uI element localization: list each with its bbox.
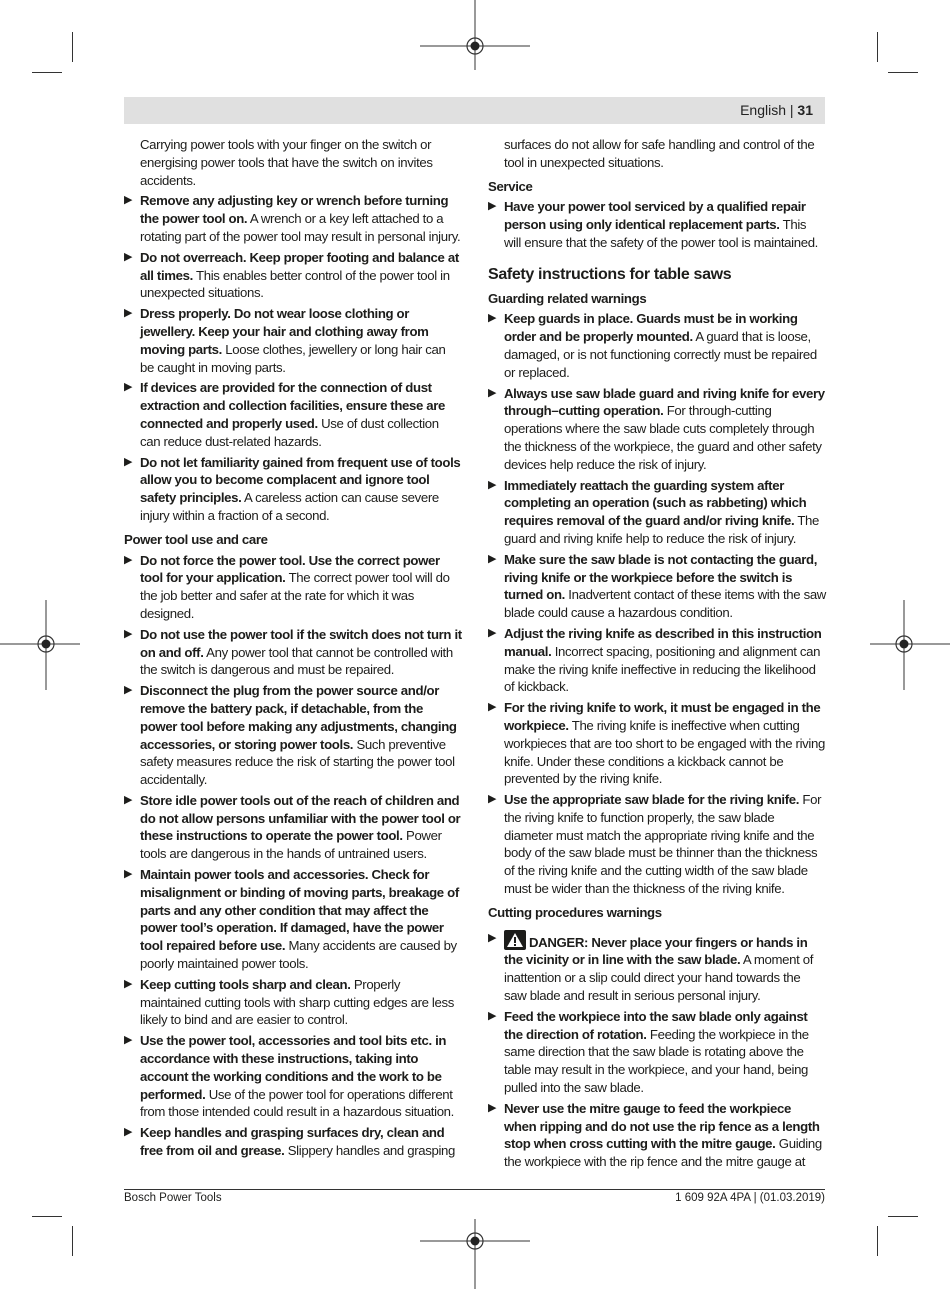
bullet-triangle-icon: ▶ <box>124 684 133 697</box>
warning-text: Loose clothes, jewellery or long hair can be caught in moving parts. <box>140 341 446 375</box>
warning-bold-text: Remove any adjusting key or wrench before turning the power tool on. <box>140 193 449 227</box>
warning-item <box>488 1100 826 1171</box>
warning-bold-text: Do not let familiarity gained from frequent use of tools allow you to become complacent and ignore tool safety principles. <box>140 454 461 506</box>
bullet-triangle-icon: ▶ <box>488 931 497 944</box>
crop-mark <box>888 72 918 73</box>
warning-bold-text: Do not use the power tool if the switch does not turn it on and off. <box>140 626 462 660</box>
warning-item <box>124 792 462 863</box>
warning-bold-text: Feed the workpiece into the saw blade only against the direction of rotation. <box>504 1008 808 1042</box>
crop-mark <box>72 32 73 62</box>
bullet-triangle-icon: ▶ <box>488 1101 497 1114</box>
warning-item <box>488 625 826 696</box>
bullet-triangle-icon: ▶ <box>124 1126 133 1139</box>
warning-list <box>488 310 826 898</box>
warning-list <box>488 198 826 251</box>
warning-text: Incorrect spacing, positioning and alignment can make the riving knife ineffective in reducing the likelihood of kickback. <box>504 643 821 695</box>
bullet-triangle-icon: ▶ <box>124 793 133 806</box>
bullet-triangle-icon: ▶ <box>488 386 497 399</box>
warning-text: For the riving knife to function properly, the saw blade diameter must match the appropriate riving knife and the body of the saw blade must be thinner than the thickness of the riving knife and the cutting width of the saw blade must be wider than the thickness of the riving knife. <box>504 792 822 897</box>
warning-text: Guiding the workpiece with the rip fence and the mitre gauge at <box>504 1136 822 1170</box>
page-header <box>124 97 825 124</box>
warning-item <box>124 866 462 973</box>
crop-mark <box>877 32 878 62</box>
warning-text: A guard that is loose, damaged, or is not functioning correctly must be repaired or replaced. <box>504 329 817 380</box>
bullet-triangle-icon: ▶ <box>124 250 133 263</box>
warning-bold-text: Do not overreach. Keep proper footing and balance at all times. <box>140 249 459 283</box>
warning-text: Such preventive safety measures reduce the risk of starting the power tool accidentally. <box>140 736 455 788</box>
bullet-triangle-icon: ▶ <box>488 552 497 565</box>
warning-text: Inadvertent contact of these items with the saw blade could cause a hazardous condition. <box>504 587 826 621</box>
warning-bold-text: Adjust the riving knife as described in this instruction manual. <box>504 625 822 659</box>
danger-warning-icon <box>504 930 526 950</box>
subheading-service: Service <box>488 178 533 194</box>
bullet-triangle-icon: ▶ <box>488 701 497 714</box>
warning-bold-text: Keep handles and grasping surfaces dry, clean and free from oil and grease. <box>140 1125 445 1159</box>
bullet-triangle-icon: ▶ <box>488 478 497 491</box>
warning-item <box>488 699 826 788</box>
warning-bold-text: Keep cutting tools sharp and clean. <box>140 976 351 992</box>
bullet-triangle-icon: ▶ <box>124 868 133 881</box>
warning-item <box>124 976 462 1029</box>
page-number: 31 <box>797 102 813 118</box>
warning-bold-text: If devices are provided for the connection of dust extraction and collection facilities, ensure these are connected and properly used. <box>140 380 446 431</box>
bullet-triangle-icon: ▶ <box>488 1009 497 1022</box>
registration-mark-bottom <box>420 1219 530 1289</box>
warning-item <box>488 477 826 548</box>
header-text <box>740 102 813 118</box>
left-column <box>124 136 462 1163</box>
warning-bold-text: Store idle power tools out of the reach of children and do not allow persons unfamiliar with the power tool or these instructions to operate the power tool. <box>140 792 461 844</box>
bullet-triangle-icon: ▶ <box>124 1034 133 1047</box>
bullet-triangle-icon: ▶ <box>488 626 497 639</box>
bullet-triangle-icon: ▶ <box>488 793 497 806</box>
bullet-triangle-icon: ▶ <box>124 381 133 394</box>
warning-text: The riving knife is ineffective when cutting workpieces that are too short to be engaged with the riving knife. Under these conditions a kickback cannot be prevented by the riving knife. <box>504 717 825 787</box>
bullet-triangle-icon: ▶ <box>488 312 497 325</box>
warning-text: The correct power tool will do the job better and safer at the rate for which it was designed. <box>140 570 450 621</box>
warning-item <box>488 1008 826 1097</box>
footer-rule <box>124 1189 825 1190</box>
warning-bold-text: Do not force the power tool. Use the correct power tool for your application. <box>140 552 440 586</box>
warning-item <box>124 626 462 679</box>
warning-item <box>124 552 462 623</box>
warning-text: Use of the power tool for operations different from those intended could result in a hazardous situation. <box>140 1086 454 1120</box>
warning-bold-text: Disconnect the plug from the power source and/or remove the battery pack, if detachable, from the power tool before making any adjustments, changing accessories, or storing power tools. <box>140 683 457 752</box>
continued-paragraph: surfaces do not allow for safe handling and control of the tool in unexpected situations. <box>504 137 815 170</box>
warning-bold-text: Maintain power tools and accessories. Check for misalignment or binding of moving parts, breakage of parts and any other condition that may affect the power tool’s operation. If damaged, have the power tool repaired before use. <box>140 867 459 954</box>
warning-text: This enables better control of the power tool in unexpected situations. <box>140 267 450 301</box>
warning-item <box>124 1032 462 1121</box>
bullet-triangle-icon: ▶ <box>124 627 133 640</box>
subheading-power-tool-use: Power tool use and care <box>124 531 268 547</box>
warning-item <box>124 305 462 376</box>
warning-item <box>488 551 826 622</box>
subheading-guarding: Guarding related warnings <box>488 290 647 306</box>
section-heading: Safety instructions for table saws <box>488 265 732 283</box>
warning-text: A wrench or a key left attached to a rotating part of the power tool may result in personal injury. <box>140 211 461 244</box>
warning-list <box>488 1008 826 1171</box>
warning-text: Feeding the workpiece in the same direction that the saw blade is rotating above the table may result in the workpiece, and your hand, being pulled into the saw blade. <box>504 1026 809 1096</box>
danger-bold-text: DANGER: Never place your fingers or hands in the vicinity or in line with the saw blade. <box>504 934 808 968</box>
warning-text: A careless action can cause severe injury within a fraction of a second. <box>140 490 439 523</box>
warning-text: The guard and riving knife help to reduce the risk of injury. <box>504 513 820 546</box>
crop-mark <box>32 1216 62 1217</box>
warning-item <box>124 192 462 245</box>
warning-list <box>124 192 462 524</box>
crop-mark <box>877 1226 878 1256</box>
subheading-cutting: Cutting procedures warnings <box>488 904 662 920</box>
danger-item <box>488 930 826 1005</box>
warning-item <box>488 791 826 898</box>
warning-item <box>124 249 462 302</box>
warning-item <box>488 385 826 474</box>
crop-mark <box>32 72 62 73</box>
footer-document-number: 1 609 92A 4PA | (01.03.2019) <box>675 1192 825 1204</box>
right-column <box>488 136 826 1174</box>
crop-mark <box>888 1216 918 1217</box>
header-separator: | <box>789 102 794 118</box>
warning-bold-text: Dress properly. Do not wear loose clothing or jewellery. Keep your hair and clothing away from moving parts. <box>140 306 429 357</box>
danger-text: A moment of inattention or a slip could direct your hand towards the saw blade and result in serious personal injury. <box>504 952 814 1004</box>
warning-text: Properly maintained cutting tools with sharp cutting edges are less likely to bind and are easier to control. <box>140 976 454 1028</box>
header-language: English <box>740 102 786 118</box>
warning-item <box>124 454 462 525</box>
warning-text: Power tools are dangerous in the hands of untrained users. <box>140 828 442 862</box>
warning-item <box>124 379 462 450</box>
bullet-triangle-icon: ▶ <box>124 977 133 990</box>
registration-mark-top <box>420 0 530 70</box>
bullet-triangle-icon: ▶ <box>124 307 133 320</box>
warning-bold-text: Use the appropriate saw blade for the riving knife. <box>504 792 800 808</box>
warning-bold-text: Always use saw blade guard and riving knife for every through–cutting operation. <box>504 385 825 419</box>
warning-text: Any power tool that cannot be controlled with the switch is dangerous and must be repaired. <box>140 644 453 678</box>
registration-mark-left <box>0 600 80 690</box>
warning-bold-text: Make sure the saw blade is not contacting the guard, riving knife or the workpiece before the switch is turned on. <box>504 551 818 603</box>
warning-text: Many accidents are caused by poorly maintained power tools. <box>140 938 457 972</box>
warning-bold-text: Never use the mitre gauge to feed the workpiece when ripping and do not use the rip fence as a length stop when cross cutting with the mitre gauge. <box>504 1100 820 1152</box>
warning-bold-text: Use the power tool, accessories and tool bits etc. in accordance with these instructions, taking into account the working conditions and the work to be performed. <box>140 1033 447 1102</box>
bullet-triangle-icon: ▶ <box>124 553 133 566</box>
bullet-triangle-icon: ▶ <box>488 200 497 213</box>
warning-item <box>124 682 462 789</box>
warning-item <box>488 198 826 251</box>
warning-text: Use of dust collection can reduce dust-related hazards. <box>140 415 439 449</box>
warning-text: This will ensure that the safety of the power tool is maintained. <box>504 217 819 250</box>
warning-bold-text: Immediately reattach the guarding system after completing an operation (such as rabbeting) which requires removal of the guard and/or riving knife. <box>504 477 807 529</box>
footer-brand: Bosch Power Tools <box>124 1192 222 1204</box>
registration-mark-right <box>870 600 950 690</box>
continued-paragraph: Carrying power tools with your finger on the switch or energising power tools that have the switch on invites accidents. <box>140 137 433 188</box>
bullet-triangle-icon: ▶ <box>124 455 133 468</box>
warning-bold-text: For the riving knife to work, it must be engaged in the workpiece. <box>504 700 821 733</box>
warning-item <box>488 310 826 381</box>
warning-bold-text: Have your power tool serviced by a qualified repair person using only identical replacement parts. <box>504 199 806 233</box>
warning-list <box>124 552 462 1160</box>
warning-text: For through-cutting operations where the saw blade cuts completely through the thickness of the workpiece, the guard and other safety devices help reduce the risk of injury. <box>504 403 822 472</box>
warning-item <box>124 1124 462 1160</box>
warning-text: Slippery handles and grasping <box>284 1143 456 1159</box>
bullet-triangle-icon: ▶ <box>124 194 133 207</box>
warning-bold-text: Keep guards in place. Guards must be in working order and be properly mounted. <box>504 311 798 345</box>
crop-mark <box>72 1226 73 1256</box>
